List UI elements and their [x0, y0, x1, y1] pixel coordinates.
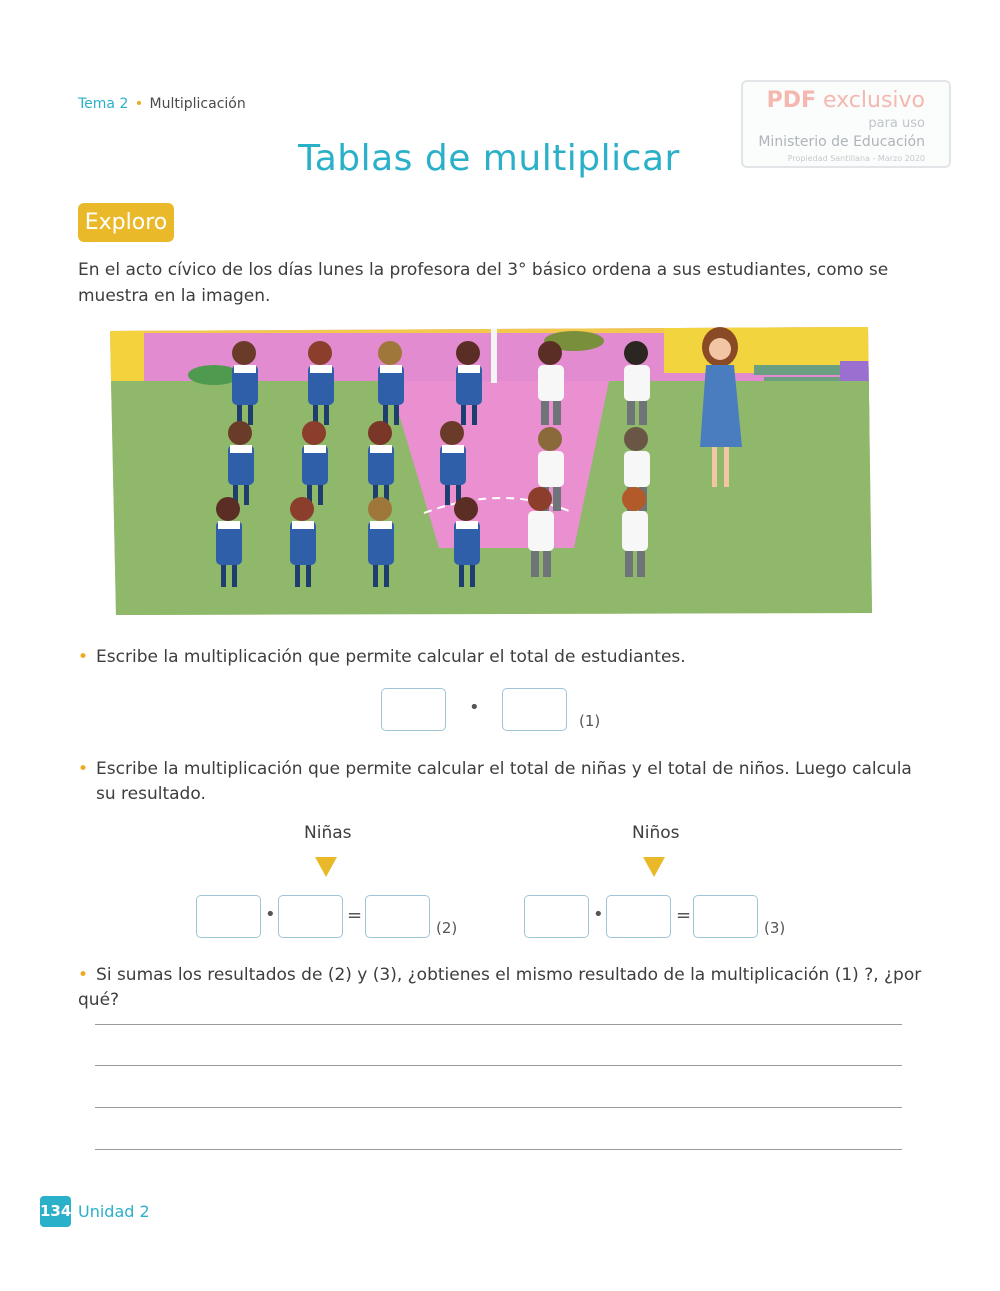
question-2-text-line-1: Escribe la multiplicación que permite calcular el total de niñas y el total de niños. Luego calcula: [96, 759, 912, 779]
breadcrumb-tema: Tema 2: [78, 96, 129, 112]
stamp-line-2: para uso: [868, 116, 925, 131]
question-1: [78, 645, 918, 670]
times-sign: •: [593, 904, 604, 925]
times-sign: •: [469, 697, 480, 718]
question-2-text-line-2: su resultado.: [96, 784, 206, 804]
unit-label: Unidad 2: [78, 1202, 150, 1221]
equals-sign: =: [676, 905, 692, 926]
girls-result-input[interactable]: [365, 895, 430, 938]
equation-label-2: (2): [436, 919, 458, 937]
boys-factor-a-input[interactable]: [524, 895, 589, 938]
arrow-down-icon: [643, 857, 665, 877]
students-illustration: [104, 323, 876, 619]
equals-sign: =: [347, 905, 363, 926]
bullet-icon: •: [78, 647, 89, 667]
answer-line[interactable]: [95, 1107, 902, 1108]
question-1-text: Escribe la multiplicación que permite calcular el total de estudiantes.: [96, 647, 686, 667]
breadcrumb: [78, 96, 246, 112]
answer-line[interactable]: [95, 1024, 902, 1025]
stamp-line-3: Ministerio de Educación: [758, 134, 925, 150]
girls-factor-b-input[interactable]: [278, 895, 343, 938]
equation-label-3: (3): [764, 919, 786, 937]
arrow-down-icon: [315, 857, 337, 877]
breadcrumb-separator: •: [134, 96, 144, 112]
boys-factor-b-input[interactable]: [606, 895, 671, 938]
answer-line[interactable]: [95, 1065, 902, 1066]
page-title: Tablas de multiplicar: [298, 138, 680, 179]
q1-factor-b-input[interactable]: [502, 688, 567, 731]
stamp-line-1: PDF exclusivo: [766, 88, 925, 113]
bullet-icon: •: [78, 759, 89, 779]
girls-factor-a-input[interactable]: [196, 895, 261, 938]
girls-label: Niñas: [304, 823, 352, 843]
bullet-icon: •: [78, 965, 89, 985]
equation-label-1: (1): [579, 712, 601, 730]
question-2: [78, 757, 918, 807]
stamp-line-4: Propiedad Santillana - Marzo 2020: [787, 154, 925, 163]
intro-text: En el acto cívico de los días lunes la profesora del 3° básico ordena a sus estudiantes, como se muestra en la imagen.: [78, 260, 889, 306]
question-3-text: Si sumas los resultados de (2) y (3), ¿obtienes el mismo resultado de la multiplicación (1) ?, ¿por qué?: [78, 965, 922, 1010]
boys-label: Niños: [632, 823, 680, 843]
answer-line[interactable]: [95, 1149, 902, 1150]
times-sign: •: [265, 904, 276, 925]
q1-factor-a-input[interactable]: [381, 688, 446, 731]
boys-result-input[interactable]: [693, 895, 758, 938]
page-number: 134: [40, 1196, 71, 1227]
section-badge: Exploro: [78, 203, 174, 242]
breadcrumb-topic: Multiplicación: [149, 96, 246, 112]
question-3: [78, 963, 958, 1013]
